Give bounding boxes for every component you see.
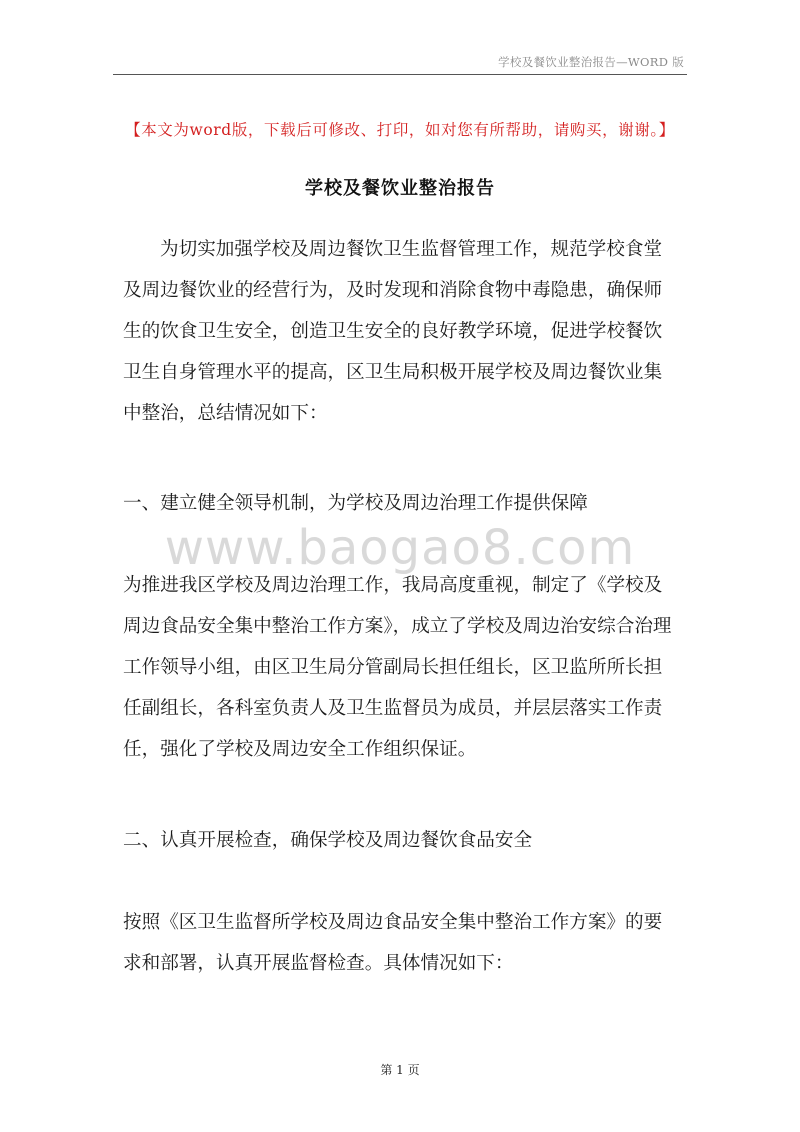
purchase-notice: 【本文为word版，下载后可修改、打印，如对您有所帮助，请购买，谢谢。】 [125, 121, 675, 139]
header-divider [113, 74, 687, 75]
page-number: 第 1 页 [380, 1063, 420, 1077]
document-title: 学校及餐饮业整治报告 [305, 178, 495, 199]
section-2-heading: 二、认真开展检查，确保学校及周边餐饮食品安全 [123, 830, 533, 851]
section-2-paragraph: 按照《区卫生监督所学校及周边食品安全集中整治工作方案》的要求和部署，认真开展监督检查。具体情况如下： [123, 912, 663, 974]
section-1-paragraph: 为推进我区学校及周边治理工作，我局高度重视，制定了《学校及周边食品安全集中整治工作方案》，成立了学校及周边治安综合治理工作领导小组，由区卫生局分管副局长担任组长，区卫监所所长担任副组长，各科室负责人及卫生监督员为成员，并层层落实工作责任，强化了学校及周边安全工作组织保证。 [123, 575, 672, 760]
watermark: www.baogao8.com [164, 520, 636, 576]
running-header: 学校及餐饮业整治报告—WORD 版 [498, 55, 684, 69]
section-1-heading: 一、建立健全领导机制，为学校及周边治理工作提供保障 [123, 493, 588, 514]
intro-paragraph: 为切实加强学校及周边餐饮卫生监督管理工作，规范学校食堂及周边餐饮业的经营行为，及时发现和消除食物中毒隐患，确保师生的饮食卫生安全，创造卫生安全的良好教学环境，促进学校餐饮卫生自身管理水平的提高，区卫生局积极开展学校及周边餐饮业集中整治，总结情况如下： [123, 239, 663, 424]
